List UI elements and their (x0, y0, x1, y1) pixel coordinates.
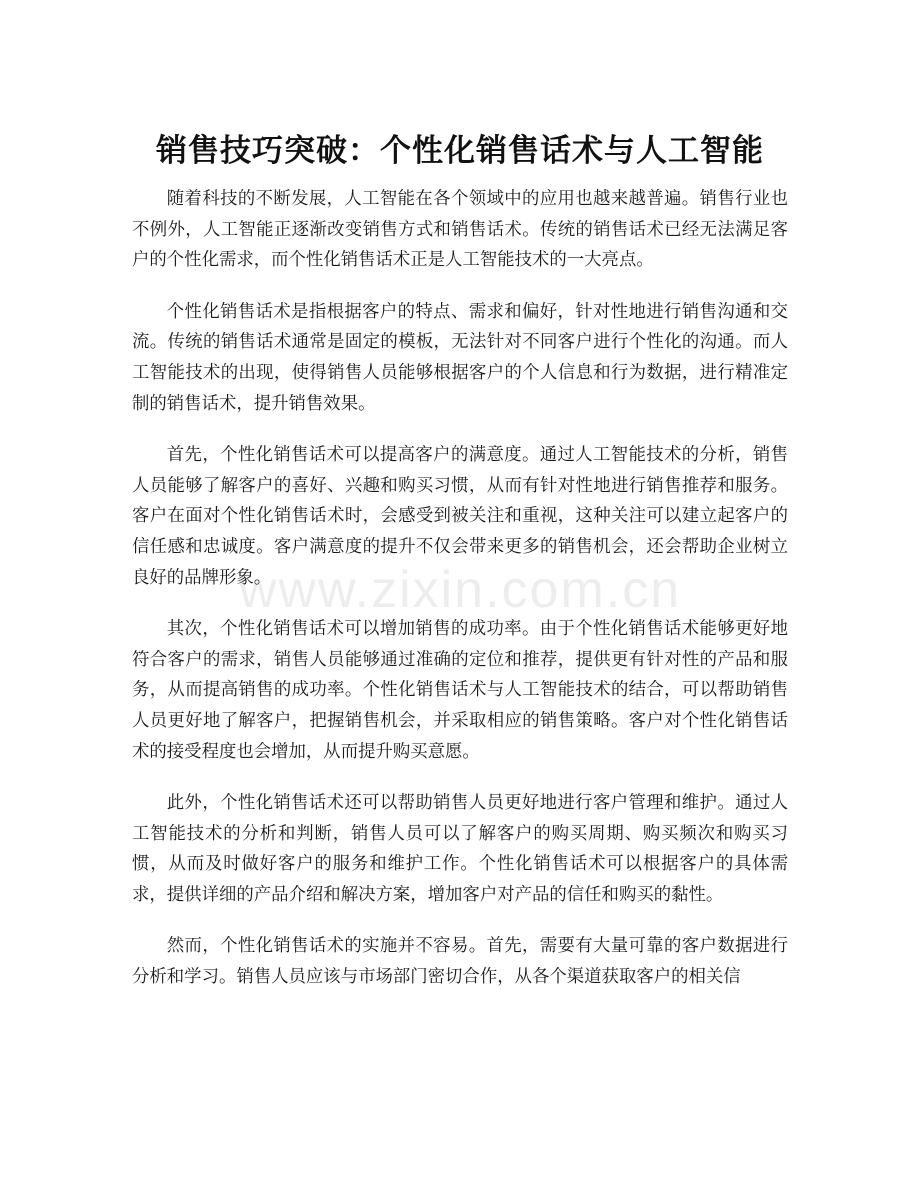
paragraph: 然而，个性化销售话术的实施并不容易。首先，需要有大量可靠的客户数据进行分析和学习。销售人员应该与市场部门密切合作，从各个渠道获取客户的相关信 (132, 936, 788, 988)
watermark-text: www.zixin.com.cn (238, 561, 682, 619)
paragraph: 个性化销售话术是指根据客户的特点、需求和偏好，针对性地进行销售沟通和交流。传统的销售话术通常是固定的模板，无法针对不同客户进行个性化的沟通。而人工智能技术的出现，使得销售人员能够根据客户的个人信息和行为数据，进行精准定制的销售话术，提升销售效果。 (132, 301, 788, 414)
paragraph: 此外，个性化销售话术还可以帮助销售人员更好地进行客户管理和维护。通过人工智能技术的分析和判断，销售人员可以了解客户的购买周期、购买频次和购买习惯，从而及时做好客户的服务和维护工作。个性化销售话术可以根据客户的具体需求，提供详细的产品介绍和解决方案，增加客户对产品的信任和购买的黏性。 (132, 793, 788, 905)
paragraph: 随着科技的不断发展，人工智能在各个领域中的应用也越来越普遍。销售行业也不例外，人工智能正逐渐改变销售方式和销售话术。传统的销售话术已经无法满足客户的个性化需求，而个性化销售话术正是人工智能技术的一大亮点。 (132, 189, 788, 271)
document-title: 销售技巧突破：个性化销售话术与人工智能 (156, 132, 764, 169)
paragraph: 其次，个性化销售话术可以增加销售的成功率。由于个性化销售话术能够更好地符合客户的需求，销售人员能够通过准确的定位和推荐，提供更有针对性的产品和服务，从而提高销售的成功率。个性化销售话术与人工智能技术的结合，可以帮助销售人员更好地了解客户，把握销售机会，并采取相应的销售策略。客户对个性化销售话术的接受程度也会增加，从而提升购买意愿。 (132, 619, 788, 762)
paragraph: 首先，个性化销售话术可以提高客户的满意度。通过人工智能技术的分析，销售人员能够了解客户的喜好、兴趣和购买习惯，从而有针对性地进行销售推荐和服务。客户在面对个性化销售话术时，会感受到被关注和重视，这种关注可以建立起客户的信任感和忠诚度。客户满意度的提升不仅会带来更多的销售机会，还会帮助企业树立良好的品牌形象。 (132, 445, 788, 588)
document-body (132, 184, 788, 1014)
